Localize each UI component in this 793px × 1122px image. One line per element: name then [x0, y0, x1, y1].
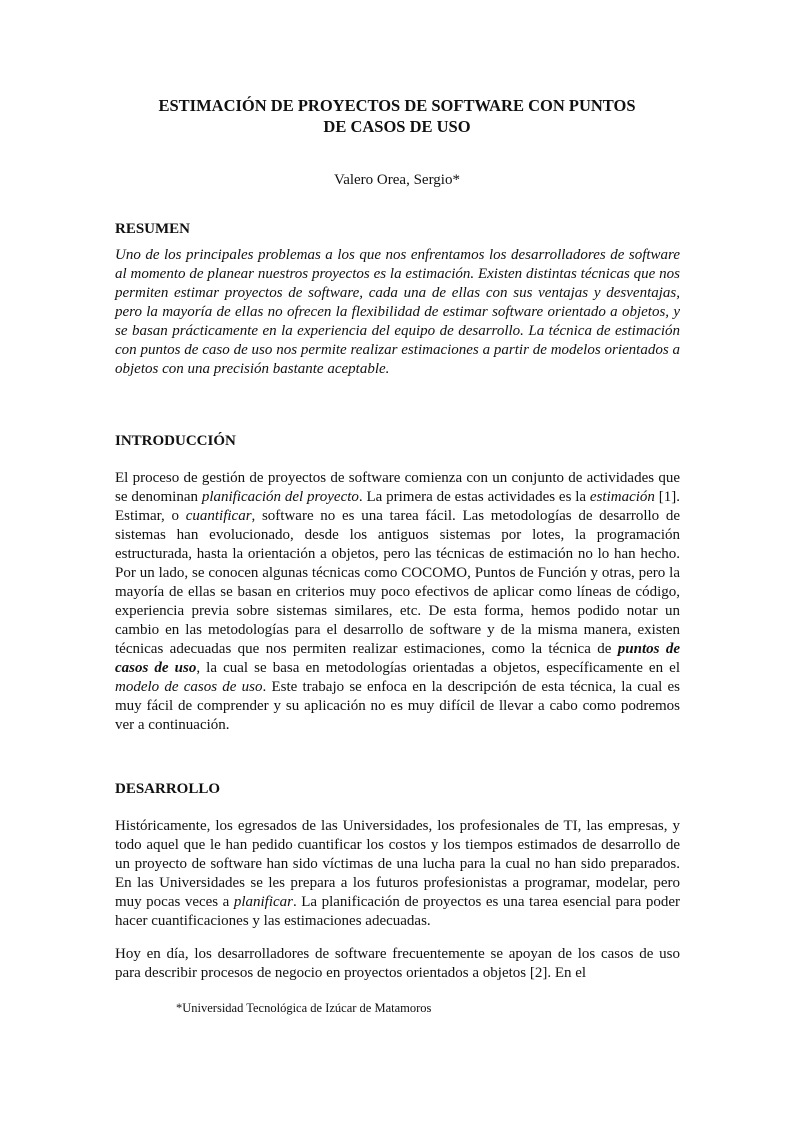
- desarrollo-text-1-end: . La planificación de proyectos es una tarea esencial para poder hacer cuantificaciones y las estimaciones adecuadas.: [115, 894, 680, 929]
- intro-text-5: , la cual se basa en metodologías orientadas a objetos, específicamente en el: [196, 660, 681, 676]
- intro-text-6: . Este trabajo se enfoca en la descripción de esta técnica, la cual es muy fácil de comprender y su aplicación no es muy difícil de llevar a cabo como podremos ver a continuación.: [115, 679, 680, 733]
- desarrollo-paragraph-2: Hoy en día, los desarrolladores de software frecuentemente se apoyan de los casos de uso para describir procesos de negocio en proyectos orientados a objetos [2]. En el: [115, 946, 680, 981]
- intro-text-1: El proceso de gestión de proyectos de software comienza con un conjunto de actividades que se denominan: [115, 470, 680, 505]
- intro-emphasis-estimacion: estimación: [589, 489, 655, 505]
- paper-title-line-2: DE CASOS DE USO: [323, 117, 471, 136]
- author: Valero Orea, Sergio*: [334, 172, 460, 188]
- intro-emphasis-puntos-casos-uso: puntos de casos de uso: [115, 641, 680, 676]
- intro-emphasis-cuantificar: cuantificar: [185, 508, 252, 524]
- paper-title: [114, 95, 680, 137]
- footnote: *Universidad Tecnológica de Izúcar de Matamoros: [176, 1001, 432, 1015]
- intro-emphasis-modelo-casos-uso: modelo de casos de uso: [115, 679, 263, 695]
- paper-title-line-1: ESTIMACIÓN DE PROYECTOS DE SOFTWARE CON PUNTOS: [158, 96, 636, 115]
- intro-text-2: . La primera de estas actividades es la: [358, 489, 590, 505]
- desarrollo-heading: DESARROLLO: [115, 781, 221, 797]
- desarrollo-paragraph-1: [115, 817, 680, 931]
- introduccion-heading: INTRODUCCIÓN: [115, 433, 236, 449]
- resumen-heading: RESUMEN: [115, 221, 191, 237]
- desarrollo-text-1: Históricamente, los egresados de las Universidades, los profesionales de TI, las empresas, y todo aquel que le han pedido cuantificar los costos y los tiempos estimados de desarrollo de un proyecto de software han sido víctimas de una lucha para la cual no han sido preparados. En las Universidades se les prepara a los futuros profesionistas a programar, modelar, pero muy pocas veces a: [115, 818, 680, 910]
- intro-text-4: , software no es una tarea fácil. Las metodologías de desarrollo de sistemas han evolucionado, desde los antiguos sistemas por lotes, la programación estructurada, hasta la orientación a objetos, pero las técnicas de estimación no lo han hecho. Por un lado, se conocen algunas técnicas como COCOMO, Puntos de Función y otras, pero la mayoría de ellas se basan en criterios muy poco efectivos de aplicar como líneas de código, experiencia previa sobre sistemas similares, etc. De esta forma, hemos podido notar un cambio en las metodologías para el desarrollo de software y de la misma manera, existen técnicas adecuadas que nos permiten realizar estimaciones, como la técnica de: [115, 508, 680, 657]
- intro-emphasis-planificacion: planificación del proyecto: [201, 489, 359, 505]
- abstract-text: Uno de los principales problemas a los que nos enfrentamos los desarrolladores de software al momento de planear nuestros proyectos es la estimación. Existen distintas técnicas que nos permiten estimar proyectos de software, cada una de ellas con sus ventajas y desventajas, pero la mayoría de ellas no ofrecen la flexibilidad de estimar software orientado a objetos, y se basan prácticamente en la experiencia del equipo de desarrollo. La técnica de estimación con puntos de caso de uso nos permite realizar estimaciones a partir de modelos orientados a objetos con una precisión bastante aceptable.: [115, 247, 680, 377]
- intro-text-3: [1]. Estimar, o: [115, 489, 680, 524]
- introduccion-paragraph: [115, 469, 680, 735]
- desarrollo-emphasis-planificar: planificar: [233, 894, 293, 910]
